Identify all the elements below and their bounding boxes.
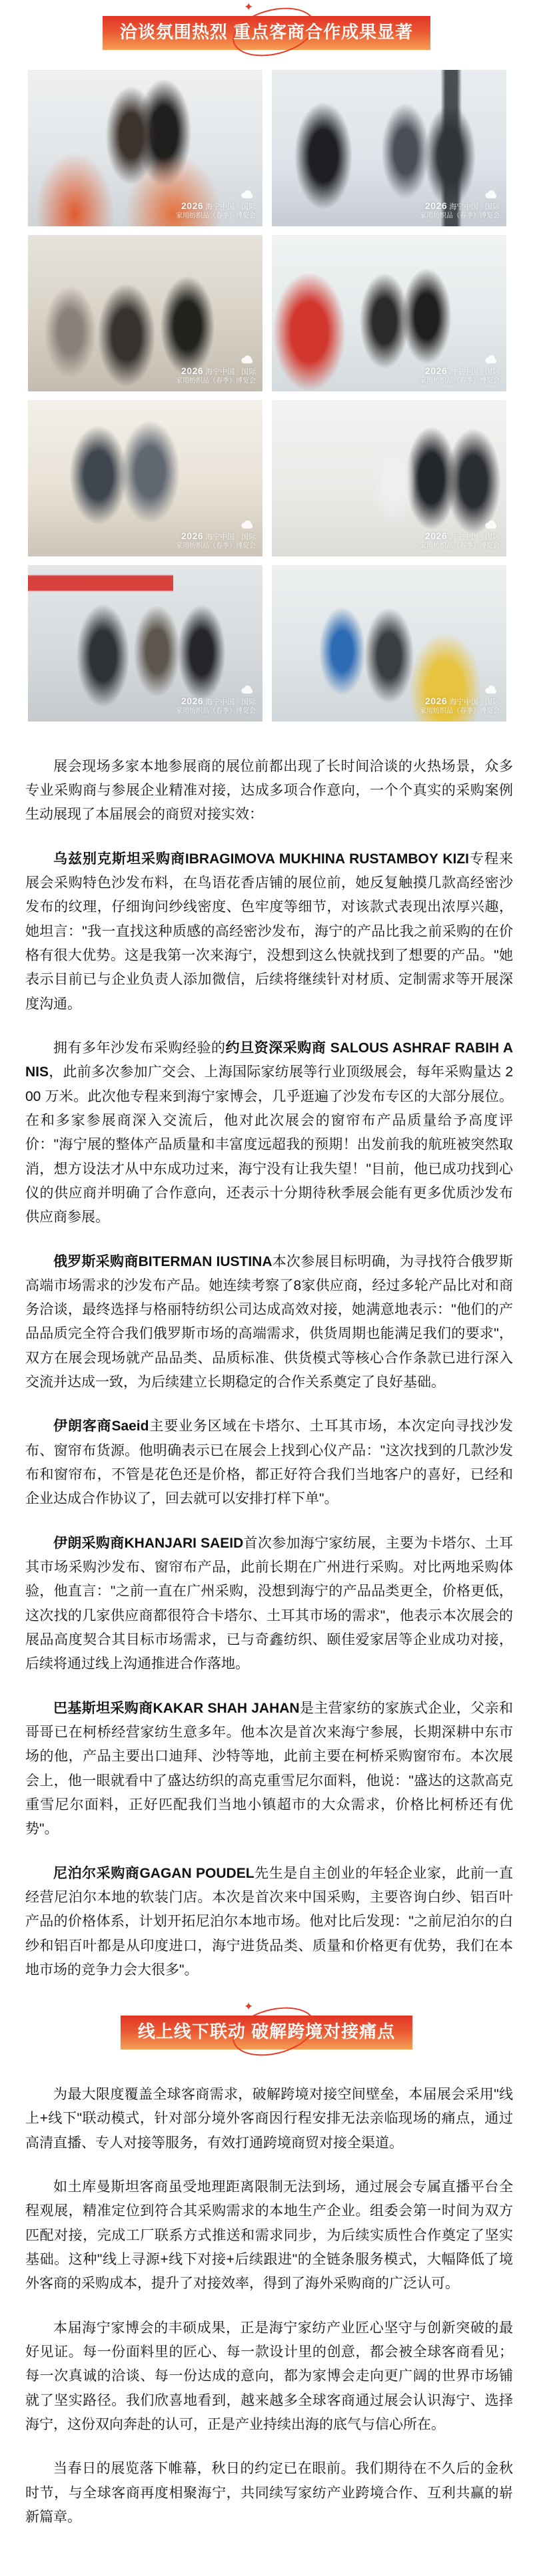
photo-watermark	[176, 355, 256, 385]
exhibition-photo-7	[28, 565, 263, 722]
exhibition-photo-4	[272, 235, 506, 391]
buyer-paragraph-iran-khanjari: 伊朗采购商KHANJARI SAEID首次参加海宁家纺展，主要为卡塔尔、土耳其市场采购沙发布、窗帘布产品，此前长期在广州进行采购。对比两地采购体验，他直言："之前一直在广州采购，没想到海宁的产品品类更全，价格更低，这次找的几家供应商都很符合卡塔尔、土耳其市场的需求"，他表示本次展会的展品高度契合其目标市场需求，已与奇鑫纺织、颐佳爱家居等企业成功对接，后续将通过线上沟通推进合作落地。	[25, 1535, 513, 1672]
photo-watermark	[176, 521, 256, 550]
watermark-line2: 家用纺织品（春季）博览会	[420, 377, 500, 385]
section2-banner-wrap	[0, 2002, 533, 2049]
watermark-line1: 2026 海宁中国 · 国际	[181, 200, 256, 212]
watermark-line2: 家用纺织品（春季）博览会	[176, 542, 256, 550]
watermark-line2: 家用纺织品（春季）博览会	[176, 212, 256, 220]
buyer-paragraph-nepal: 尼泊尔采购商GAGAN POUDEL先生是自主创业的年轻企业家，此前一直经营尼泊尔本地的软装门店。本次是首次来中国采购，主要咨询白纱、铝百叶产品的价格体系，计划开拓尼泊尔本地市场。他对比后发现："之前尼泊尔的白纱和铝百叶都是从印度进口，海宁进货品类、质量和价格更有优势，我们在本地市场的竞争力会大很多"。	[25, 1865, 513, 1978]
buyer-name: 俄罗斯采购商BITERMAN IUSTINA	[53, 1253, 272, 1269]
banner-title: 线上线下联动 破解跨境对接痛点	[137, 2022, 396, 2042]
expo-cloud-logo-icon	[241, 190, 255, 199]
section1-banner	[103, 1, 430, 50]
expo-cloud-logo-icon	[485, 190, 498, 199]
photo-watermark	[420, 521, 500, 550]
online-offline-paragraph: 为最大限度覆盖全球客商需求，破解跨境对接空间壁垒，本届展会采用"线上+线下"联动模式，针对部分境外客商因行程安排无法亲临现场的痛点，通过高清直播、专人对接等服务，有效打通跨境商贸对接全渠道。	[25, 2086, 513, 2151]
photo-watermark	[420, 686, 500, 716]
sparkle-icon: ✦	[243, 1, 255, 13]
section2-paragraphs	[25, 2083, 513, 2529]
watermark-line1: 2026 海宁中国 · 国际	[425, 696, 500, 707]
photo-watermark	[176, 190, 256, 220]
buyer-name: 巴基斯坦采购商KAKAR SHAH JAHAN	[53, 1700, 300, 1716]
watermark-line1: 2026 海宁中国 · 国际	[425, 531, 500, 542]
buyer-paragraph-uzbekistan: 乌兹别克斯坦采购商IBRAGIMOVA MUKHINA RUSTAMBOY KIZI专程来展会采购特色沙发布料，在鸟语花香店铺的展位前，她反复触摸几款高经密沙发布的纹理，仔细询问纱线密度、色牢度等细节，对该款式表现出浓厚兴趣，她坦言："我一直找这种质感的高经密沙发布，海宁的产品比我之前采购的在价格有很大优势。这是我第一次来海宁，没想到这么快就找到了想要的产品。"她表示目前已与企业负责人添加微信，后续将继续针对材质、定制需求等开展深度沟通。	[25, 851, 513, 1012]
watermark-line2: 家用纺织品（春季）博览会	[420, 708, 500, 716]
bottom-whitespace	[0, 2549, 533, 2576]
exhibition-photo-1	[28, 70, 263, 226]
achievement-paragraph: 本届海宁家博会的丰硕成果，正是海宁家纺产业匠心坚守与创新突破的最好见证。每一份面料里的匠心、每一款设计里的创意，都会被全球客商看见；每一次真诚的洽谈、每一份达成的意向，都为家博会走向更广阔的世界市场铺就了坚实路径。我们欣喜地看到，越来越多全球客商通过展会认识海宁、选择海宁，这份双向奔赴的认可，正是产业持续出海的底气与信心所在。	[25, 2320, 513, 2432]
buyer-paragraph-jordan: 拥有多年沙发布采购经验的约旦资深采购商 SALOUS ASHRAF RABIH ANIS，此前多次参加广交会、上海国际家纺展等行业顶级展会，每年采购量达 200 万米。此次他专程来到海宁家博会，几乎逛遍了沙发布专区的大部分展位。在和多家参展商深入交流后，他对此次展会的窗帘布产品质量给予高度评价："海宁展的整体产品质量和丰富度远超我的预期！出发前我的航班被突然取消，想方设法才从中东成功过来，海宁没有让我失望！"目前，他已成功找到心仪的供应商并明确了合作意向，还表示十分期待秋季展会能有更多优质沙发布供应商参展。	[25, 1040, 513, 1225]
watermark-line1: 2026 海宁中国 · 国际	[181, 365, 256, 377]
section1-banner-wrap	[0, 0, 533, 50]
closing-paragraph: 当春日的展览落下帷幕，秋日的约定已在眼前。我们期待在不久后的金秋时节，与全球客商再度相聚海宁，共同续写家纺产业跨境合作、互利共赢的崭新篇章。	[25, 2461, 513, 2525]
buyer-name: 尼泊尔采购商GAGAN POUDEL	[53, 1865, 255, 1881]
buyer-name: 约旦资深采购商 SALOUS ASHRAF RABIH ANIS	[25, 1040, 513, 1080]
expo-cloud-logo-icon	[485, 686, 498, 694]
expo-cloud-logo-icon	[485, 355, 498, 364]
section1-paragraphs	[25, 755, 513, 1983]
buyer-name: 乌兹别克斯坦采购商IBRAGIMOVA MUKHINA RUSTAMBOY KIZI	[53, 851, 470, 867]
sparkle-icon: ✦	[243, 2000, 255, 2014]
watermark-line1: 2026 海宁中国 · 国际	[425, 200, 500, 212]
photo-watermark	[420, 355, 500, 385]
turkmenistan-case-paragraph: 如土库曼斯坦客商虽受地理距离限制无法到场，通过展会专属直播平台全程观展，精准定位到符合其采购需求的本地生产企业。组委会第一时间为双方匹配对接，完成工厂联系方式推送和需求同步，为后续实质性合作奠定了坚实基础。这种"线上寻源+线下对接+后续跟进"的全链条服务模式，大幅降低了境外客商的采购成本，提升了对接效率，得到了海外采购商的广泛认可。	[25, 2179, 513, 2292]
exhibition-photo-3	[28, 235, 263, 391]
intro-paragraph: 展会现场多家本地参展商的展位前都出现了长时间洽谈的火热场景，众多专业采购商与参展企业精准对接，达成多项合作意向，一个个真实的采购案例生动展现了本届展会的商贸对接实效：	[25, 758, 513, 823]
expo-cloud-logo-icon	[485, 521, 498, 529]
exhibition-photo-6	[272, 400, 506, 556]
photo-watermark	[176, 686, 256, 716]
exhibition-photo-5	[28, 400, 263, 556]
exhibition-photo-2	[272, 70, 506, 226]
buyer-name: 伊朗采购商KHANJARI SAEID	[53, 1535, 244, 1551]
buyer-name: 伊朗客商Saeid	[53, 1418, 149, 1434]
buyer-paragraph-pakistan: 巴基斯坦采购商KAKAR SHAH JAHAN是主营家纺的家族式企业，父亲和哥哥已在柯桥经营家纺生意多年。他本次是首次来海宁参展，长期深耕中东市场的他，产品主要出口迪拜、沙特等地，此前主要在柯桥采购窗帘布。本次展会上，他一眼就看中了盛达纺织的高克重雪尼尔面料，他说："盛达的这款高克重雪尼尔面料，正好匹配我们当地小镇超市的大众需求，价格比柯桥还有优势"。	[25, 1700, 514, 1837]
watermark-line2: 家用纺织品（春季）博览会	[176, 377, 256, 385]
buyer-paragraph-russia: 俄罗斯采购商BITERMAN IUSTINA本次参展目标明确，为寻找符合俄罗斯高端市场需求的沙发布产品。她连续考察了8家供应商，经过多轮产品比对和商务洽谈，最终选择与格丽特纺织公司达成高效对接，她满意地表示："他们的产品品质完全符合我们俄罗斯市场的高端需求，供货周期也能满足我们的要求"，双方在展会现场就产品品类、品质标准、供货模式等核心合作条款已进行深入交流并达成一致，为后续建立长期稳定的合作关系奠定了良好基础。	[25, 1253, 513, 1391]
photo-grid	[28, 70, 506, 722]
watermark-line1: 2026 海宁中国 · 国际	[181, 531, 256, 542]
watermark-line1: 2026 海宁中国 · 国际	[181, 696, 256, 707]
watermark-line2: 家用纺织品（春季）博览会	[420, 542, 500, 550]
photo-watermark	[420, 190, 500, 220]
section2-banner	[121, 2000, 412, 2049]
expo-cloud-logo-icon	[241, 355, 255, 364]
exhibition-photo-8	[272, 565, 506, 722]
expo-cloud-logo-icon	[241, 686, 255, 694]
watermark-line2: 家用纺织品（春季）博览会	[176, 708, 256, 716]
watermark-line1: 2026 海宁中国 · 国际	[425, 365, 500, 377]
expo-cloud-logo-icon	[241, 521, 255, 529]
buyer-paragraph-iran-saeid: 伊朗客商Saeid主要业务区域在卡塔尔、土耳其市场，本次定向寻找沙发布、窗帘布货源。他明确表示已在展会上找到心仪产品："这次找到的几款沙发布和窗帘布，不管是花色还是价格，都正好符合我们当地客户的喜好，已经和企业达成合作协议了，回去就可以安排打样下单"。	[25, 1418, 514, 1507]
watermark-line2: 家用纺织品（春季）博览会	[420, 212, 500, 220]
banner-title: 洽谈氛围热烈 重点客商合作成果显著	[119, 22, 414, 42]
